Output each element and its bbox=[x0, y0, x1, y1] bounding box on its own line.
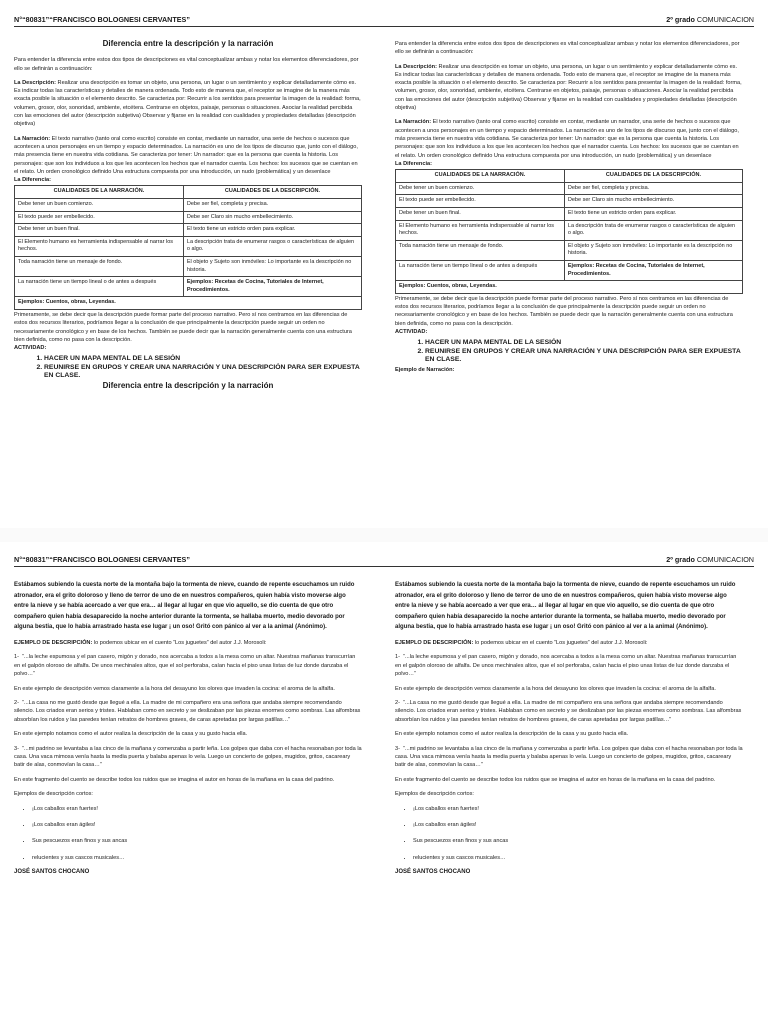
grade-label: 2º grado bbox=[666, 15, 695, 24]
table-header-row bbox=[396, 170, 743, 183]
subject-label: COMUNICACION bbox=[696, 15, 754, 24]
quote-2 bbox=[14, 699, 362, 724]
cortos-list bbox=[395, 801, 743, 867]
ejemplo-narracion-label: Ejemplo de Narración: bbox=[395, 367, 455, 374]
descripcion-paragraph bbox=[14, 79, 362, 129]
table-cell: El texto tiene un estricto orden para explicar. bbox=[183, 224, 361, 237]
narracion-paragraph bbox=[395, 118, 743, 159]
table-cell: Debe ser Claro sin mucho embellecimiento. bbox=[564, 195, 742, 208]
quote-number: 3- bbox=[395, 745, 400, 752]
comparison-table bbox=[395, 169, 743, 294]
table-header-descripcion: CUALIDADES DE LA DESCRIPCIÓN. bbox=[564, 170, 742, 183]
table-cell: El objeto y Sujeto son inmóviles: Lo importante es la descripción no historia. bbox=[564, 240, 742, 260]
list-item: • relucientes y sus cascos musicales… bbox=[32, 850, 362, 866]
table-row bbox=[15, 257, 362, 277]
story-paragraph: Estábamos subiendo la cuesta norte de la montaña bajo la tormenta de nieve, cuando de repente escuchamos un ruido atronador, era el grito doloroso y lleno de terror de uno de en nuestros compañeros, quien había visto moverse algo entre la nieve y se había acercado a ver que era… al llegar al lugar en que vio aquello, se dio cuenta de que otro compañero quien había desaparecido la noche anterior durante la tormenta, se hallaba muerto, medio devorado por alguna bestia, que lo había arrastrado hasta ese lugar ¡ un oso! Gritó con pánico al ver a la animal (Anónimo). bbox=[14, 582, 355, 631]
grade-subject bbox=[666, 15, 754, 24]
quote-text: “...la leche espumosa y el pan casero, migón y dorado, nos acercaba a todos a la mesa como un altar. Nuestras mañanas transcurrían en el galpón oloroso de alfalfa. De unos mechinales altos, que el sol perforaba, caían hacia el piso unas listas de luz donde danzaba el polvo…” bbox=[14, 654, 356, 678]
table-row bbox=[396, 182, 743, 195]
narracion-text: El texto narrativo (tanto oral como escrito) consiste en contar, mediante un narrador, una serie de hechos o sucesos que acontecen a unos personajes en un tiempo y espacio determinados. La narración es uno de los tipos de discurso que, junto con el diálogo, más presencia tiene en nuestra vida cotidiana. Se caracteriza por tener: Un narrador: que es la persona que cuenta la historia. Los personajes: que son los individuos a los que les acontecen los hechos que el narrador cuenta. Los hechos: los sucesos que se cuentan en el relato. Un orden cronológico definido Una estructura compuesta por una introducción, un nudo (problemática) y un desenlace bbox=[395, 119, 739, 159]
left-column bbox=[14, 38, 362, 398]
table-cell: La descripción trata de enumerar rasgos o características de alguien o algo. bbox=[564, 220, 742, 240]
quote-number: 2- bbox=[395, 700, 400, 706]
table-header-narracion: CUALIDADES DE LA NARRACIÓN. bbox=[15, 186, 184, 199]
ejemplo-descripcion-text: lo podemos ubicar en el cuento “Los juguetes” del autor J.J. Morosoli: bbox=[93, 639, 267, 646]
table-cell: Toda narración tiene un mensaje de fondo. bbox=[15, 257, 184, 277]
actividad-list bbox=[14, 355, 362, 380]
table-cell: El Elemento humano es herramienta indispensable al narrar los hechos. bbox=[396, 220, 565, 240]
narracion-text: El texto narrativo (tanto oral como escrito) consiste en contar, mediante un narrador, una serie de hechos o sucesos que acontecen a unos personajes en un tiempo y espacio determinados. La narración es uno de los tipos de discurso que, junto con el diálogo, más presencia tiene en nuestra vida cotidiana. Se caracteriza por tener: Un narrador: que es la persona que cuenta la historia. Los personajes: que son los individuos a los que les acontecen los hechos que el narrador cuenta. Los hechos: los sucesos que se cuentan en el relato. Un orden cronológico definido Una estructura compuesta por una introducción, un nudo (problemática) y un desenlace bbox=[14, 135, 358, 175]
descripcion-text: Realizar una descripción es tomar un objeto, una persona, un lugar o un sentimiento y explicar detalladamente cómo es. Es indicar todas las características y detalles de manera ordenada. Todo esto de manera que, el receptor se imagine de la manera más exacta posible la situación o el elemento descrito. Se caracteriza por: Recurrir a los sentidos para presentar la imagen de la realidad: forma, volumen, grosor, olor, sonoridad, ambiente, etcétera. Centrarse en objetos, paisaje, personas o situaciones. Asociar la realidad percibida con las emociones del autor (descripción subjetiva) Observar y fijarse en la realidad con cualidades y propiedades detalladas (descripción objetiva) bbox=[395, 63, 742, 112]
table-row bbox=[396, 240, 743, 260]
page-header bbox=[14, 15, 754, 24]
cortos-list bbox=[14, 801, 362, 867]
table-cell: Ejemplos: Recetas de Cocina, Tutoriales de Internet, Procedimientos. bbox=[183, 277, 361, 297]
actividad-list bbox=[395, 339, 743, 364]
quote-2-comment: En este ejemplo notamos como el autor realiza la descripción de la casa y su gusto hacia ella. bbox=[14, 731, 248, 738]
table-cell: Debe ser fiel, completa y precisa. bbox=[564, 182, 742, 195]
table-row bbox=[396, 260, 743, 280]
table-row bbox=[396, 207, 743, 220]
right-column bbox=[395, 40, 743, 375]
conclusion-paragraph: Primeramente, se debe decir que la descripción puede formar parte del proceso narrativo. Pero sí nos centramos en las diferencias de estos dos recursos literarios, podríamos llegar a la conclusión de que principalmente la descripción puede seguir un orden no necesariamente cronológico y en base de los hechos. También se puede decir que la narración generalmente cuenta con una estructura bien definida, como no pasa con la descripción. bbox=[395, 295, 733, 327]
table-cell: Debe tener un buen final. bbox=[396, 207, 565, 220]
table-header-narracion: CUALIDADES DE LA NARRACIÓN. bbox=[396, 170, 565, 183]
table-footer-row bbox=[396, 281, 743, 294]
page-bottom bbox=[0, 548, 768, 1024]
header-rule bbox=[14, 566, 754, 567]
quote-3 bbox=[14, 745, 362, 770]
table-row bbox=[15, 224, 362, 237]
right-column bbox=[395, 580, 743, 877]
narracion-label: La Narración: bbox=[14, 135, 51, 142]
quote-3-comment: En este fragmento del cuento se describe todos los ruidos que se imagina el autor en horas de la mañana en la casa del padrino. bbox=[395, 776, 716, 783]
actividad-label: ACTIVIDAD: bbox=[14, 345, 47, 352]
quote-1 bbox=[14, 653, 362, 678]
page-header bbox=[14, 555, 754, 564]
table-header-row bbox=[15, 186, 362, 199]
table-row bbox=[396, 195, 743, 208]
document-title: Diferencia entre la descripción y la narración bbox=[102, 39, 274, 48]
table-cell: Debe tener un buen comienzo. bbox=[15, 199, 184, 212]
conclusion-paragraph: Primeramente, se debe decir que la descripción puede formar parte del proceso narrativo. Pero sí nos centramos en las diferencias de estos dos recursos literarios, podríamos llegar a la conclusión de que principalmente la descripción puede seguir un orden no necesariamente cronológico y en base de los hechos. También se puede decir que la narración generalmente cuenta con una estructura bien definida, como no pasa con la descripción. bbox=[14, 311, 352, 343]
table-footer-cell: Ejemplos: Cuentos, obras, Leyendas. bbox=[15, 297, 362, 310]
quote-number: 1- bbox=[395, 654, 400, 661]
ejemplo-descripcion-label: EJEMPLO DE DESCRIPCIÓN: bbox=[14, 639, 93, 646]
table-cell: El objeto y Sujeto son inmóviles: Lo importante es la descripción no historia. bbox=[183, 257, 361, 277]
table-row bbox=[15, 277, 362, 297]
quote-text: “...la leche espumosa y el pan casero, migón y dorado, nos acercaba a todos a la mesa como un altar. Nuestras mañanas transcurrían en el galpón oloroso de alfalfa. De unos mechinales altos, que el sol perforaba, caían hacia el piso unas listas de luz donde danzaba el polvo…” bbox=[395, 654, 737, 678]
narracion-paragraph bbox=[14, 135, 362, 176]
author-signature: JOSÉ SANTOS CHOCANO bbox=[395, 869, 471, 876]
quote-1-comment: En este ejemplo de descripción vemos claramente a la hora del desayuno los olores que invaden la cocina: el aroma de la alfalfa. bbox=[395, 685, 716, 692]
table-footer-cell: Ejemplos: Cuentos, obras, Leyendas. bbox=[396, 281, 743, 294]
table-row bbox=[15, 211, 362, 224]
quote-2-comment: En este ejemplo notamos como el autor realiza la descripción de la casa y su gusto hacia ella. bbox=[395, 731, 629, 738]
ejemplo-descripcion-intro bbox=[395, 639, 743, 647]
ejemplo-descripcion-intro bbox=[14, 639, 362, 647]
quote-text: “...La casa no me gustó desde que llegué a ella. La madre de mi compañero era una señora que andaba siempre recomendando silencio. Los criados eran serios y tristes. Hablaban como en secreto y se deslizaban por las piezas enormes como sombras. Las alfombras absorbían los ruidos y las paredes tenían retratos de hombres graves, de caras apretadas por largas patillas…” bbox=[14, 700, 361, 723]
list-item: • Sus pescuezos eran finos y sus ancas bbox=[413, 833, 743, 849]
list-item: • ¡Los caballos eran fuertes! bbox=[413, 801, 743, 817]
repeated-title: Diferencia entre la descripción y la narración bbox=[102, 380, 274, 390]
table-cell: Debe ser fiel, completa y precisa. bbox=[183, 199, 361, 212]
actividad-label: ACTIVIDAD: bbox=[395, 328, 428, 335]
table-row bbox=[15, 236, 362, 256]
table-cell: La narración tiene un tiempo lineal o de antes a después bbox=[396, 260, 565, 280]
quote-3-comment: En este fragmento del cuento se describe todos los ruidos que se imagina el autor en horas de la mañana en la casa del padrino. bbox=[14, 776, 335, 783]
table-cell: El texto tiene un estricto orden para explicar. bbox=[564, 207, 742, 220]
table-cell: Ejemplos: Recetas de Cocina, Tutoriales de Internet, Procedimientos. bbox=[564, 260, 742, 280]
school-name: N°“80831”“FRANCISCO BOLOGNESI CERVANTES” bbox=[14, 555, 190, 564]
quote-1-comment: En este ejemplo de descripción vemos claramente a la hora del desayuno los olores que invaden la cocina: el aroma de la alfalfa. bbox=[14, 685, 335, 692]
quote-text: “...La casa no me gustó desde que llegué a ella. La madre de mi compañero era una señora que andaba siempre recomendando silencio. Los criados eran serios y tristes. Hablaban como en secreto y se deslizaban por las piezas enormes como sombras. Las alfombras absorbían los ruidos y las paredes tenían retratos de hombres graves, de caras apretadas por largas patillas…” bbox=[395, 700, 742, 723]
narracion-label: La Narración: bbox=[395, 119, 432, 126]
list-item: 1. HACER UN MAPA MENTAL DE LA SESIÓN bbox=[425, 339, 743, 347]
school-name: N°“80831”“FRANCISCO BOLOGNESI CERVANTES” bbox=[14, 15, 190, 24]
quote-3 bbox=[395, 745, 743, 770]
list-item: 2. REUNIRSE EN GRUPOS Y CREAR UNA NARRACIÓN Y UNA DESCRIPCIÓN PARA SER EXPUESTA EN CLASE. bbox=[425, 348, 743, 365]
header-rule bbox=[14, 26, 754, 27]
page-separator bbox=[0, 528, 768, 542]
diferencia-label: La Diferencia: bbox=[14, 177, 51, 184]
table-cell: Debe ser Claro sin mucho embellecimiento. bbox=[183, 211, 361, 224]
cortos-label: Ejemplos de descripción cortos: bbox=[395, 791, 474, 798]
quote-number: 1- bbox=[14, 654, 19, 661]
list-item: 1. HACER UN MAPA MENTAL DE LA SESIÓN bbox=[44, 355, 362, 363]
list-item: • Sus pescuezos eran finos y sus ancas bbox=[32, 833, 362, 849]
table-header-descripcion: CUALIDADES DE LA DESCRIPCIÓN. bbox=[183, 186, 361, 199]
table-row bbox=[396, 220, 743, 240]
descripcion-text: Realizar una descripción es tomar un objeto, una persona, un lugar o un sentimiento y explicar detalladamente cómo es. Es indicar todas las características y detalles de manera ordenada. Todo esto de manera que, el receptor se imagine de la manera más exacta posible la situación o el elemento descrito. Se caracteriza por: Recurrir a los sentidos para presentar la imagen de la realidad: forma, volumen, grosor, olor, sonoridad, ambiente, etcétera. Centrarse en objetos, paisaje, personas o situaciones. Asociar la realidad percibida con las emociones del autor (descripción subjetiva) Observar y fijarse en la realidad con cualidades y propiedades detalladas (descripción objetiva) bbox=[14, 79, 361, 128]
table-row bbox=[15, 199, 362, 212]
table-cell: El Elemento humano es herramienta indispensable al narrar los hechos. bbox=[15, 236, 184, 256]
quote-1 bbox=[395, 653, 743, 678]
quote-number: 2- bbox=[14, 700, 19, 706]
quote-text: “...mi padrino se levantaba a las cinco de la mañana y comenzaba a partir leña. Los golpes que daba con el hacha resonaban por toda la casa. Una vaca mimosa venía hasta la media puerta y balaba apenas lo veía. Luego un concierto de golpes, mugidos, gritos, cacareary batir de alas, conmovían la casa…” bbox=[395, 745, 743, 769]
list-item: • ¡Los caballos eran ágiles! bbox=[413, 817, 743, 833]
descripcion-label: La Descripción: bbox=[395, 63, 437, 70]
list-item: • relucientes y sus cascos musicales… bbox=[413, 850, 743, 866]
table-cell: La descripción trata de enumerar rasgos o características de alguien o algo. bbox=[183, 236, 361, 256]
table-cell: Toda narración tiene un mensaje de fondo. bbox=[396, 240, 565, 260]
list-item: • ¡Los caballos eran ágiles! bbox=[32, 817, 362, 833]
cortos-label: Ejemplos de descripción cortos: bbox=[14, 791, 93, 798]
table-footer-row bbox=[15, 297, 362, 310]
diferencia-label: La Diferencia: bbox=[395, 160, 432, 167]
table-cell: La narración tiene un tiempo lineal o de antes a después bbox=[15, 277, 184, 297]
descripcion-label: La Descripción: bbox=[14, 79, 56, 86]
author-signature: JOSÉ SANTOS CHOCANO bbox=[14, 869, 90, 876]
story-paragraph: Estábamos subiendo la cuesta norte de la montaña bajo la tormenta de nieve, cuando de repente escuchamos un ruido atronador, era el grito doloroso y lleno de terror de uno de en nuestros compañeros, quien había visto moverse algo entre la nieve y se había acercado a ver que era… al llegar al lugar en que vio aquello, se dio cuenta de que otro compañero quien había desaparecido la noche anterior durante la tormenta, se hallaba muerto, medio devorado por alguna bestia, que lo había arrastrado hasta ese lugar ¡ un oso! Gritó con pánico al ver a la animal (Anónimo). bbox=[395, 582, 736, 631]
table-cell: El texto puede ser embellecido. bbox=[15, 211, 184, 224]
descripcion-paragraph bbox=[395, 63, 743, 113]
comparison-table bbox=[14, 185, 362, 310]
grade-subject bbox=[666, 555, 754, 564]
subject-label: COMUNICACION bbox=[696, 555, 754, 564]
table-cell: Debe tener un buen comienzo. bbox=[396, 182, 565, 195]
ejemplo-descripcion-text: lo podemos ubicar en el cuento “Los juguetes” del autor J.J. Morosoli: bbox=[474, 639, 648, 646]
quote-number: 3- bbox=[14, 745, 19, 752]
table-cell: El texto puede ser embellecido. bbox=[396, 195, 565, 208]
ejemplo-descripcion-label: EJEMPLO DE DESCRIPCIÓN: bbox=[395, 639, 474, 646]
quote-text: “...mi padrino se levantaba a las cinco de la mañana y comenzaba a partir leña. Los golpes que daba con el hacha resonaban por toda la casa. Una vaca mimosa venía hasta la media puerta y balaba apenas lo veía. Luego un concierto de golpes, mugidos, gritos, cacareary batir de alas, conmovían la casa…” bbox=[14, 745, 362, 769]
left-column bbox=[14, 580, 362, 877]
table-cell: Debe tener un buen final. bbox=[15, 224, 184, 237]
intro-paragraph: Para entender la diferencia entre estos dos tipos de descripciones es vital conceptualizar ambas y notar los elementos diferenciadores, por ello se definirán a continuación: bbox=[14, 57, 359, 72]
quote-2 bbox=[395, 699, 743, 724]
list-item: • ¡Los caballos eran fuertes! bbox=[32, 801, 362, 817]
grade-label: 2º grado bbox=[666, 555, 695, 564]
list-item: 2. REUNIRSE EN GRUPOS Y CREAR UNA NARRACIÓN Y UNA DESCRIPCIÓN PARA SER EXPUESTA EN CLASE. bbox=[44, 364, 362, 381]
intro-paragraph: Para entender la diferencia entre estos dos tipos de descripciones es vital conceptualizar ambas y notar los elementos diferenciadores, por ello se definirán a continuación: bbox=[395, 41, 740, 56]
